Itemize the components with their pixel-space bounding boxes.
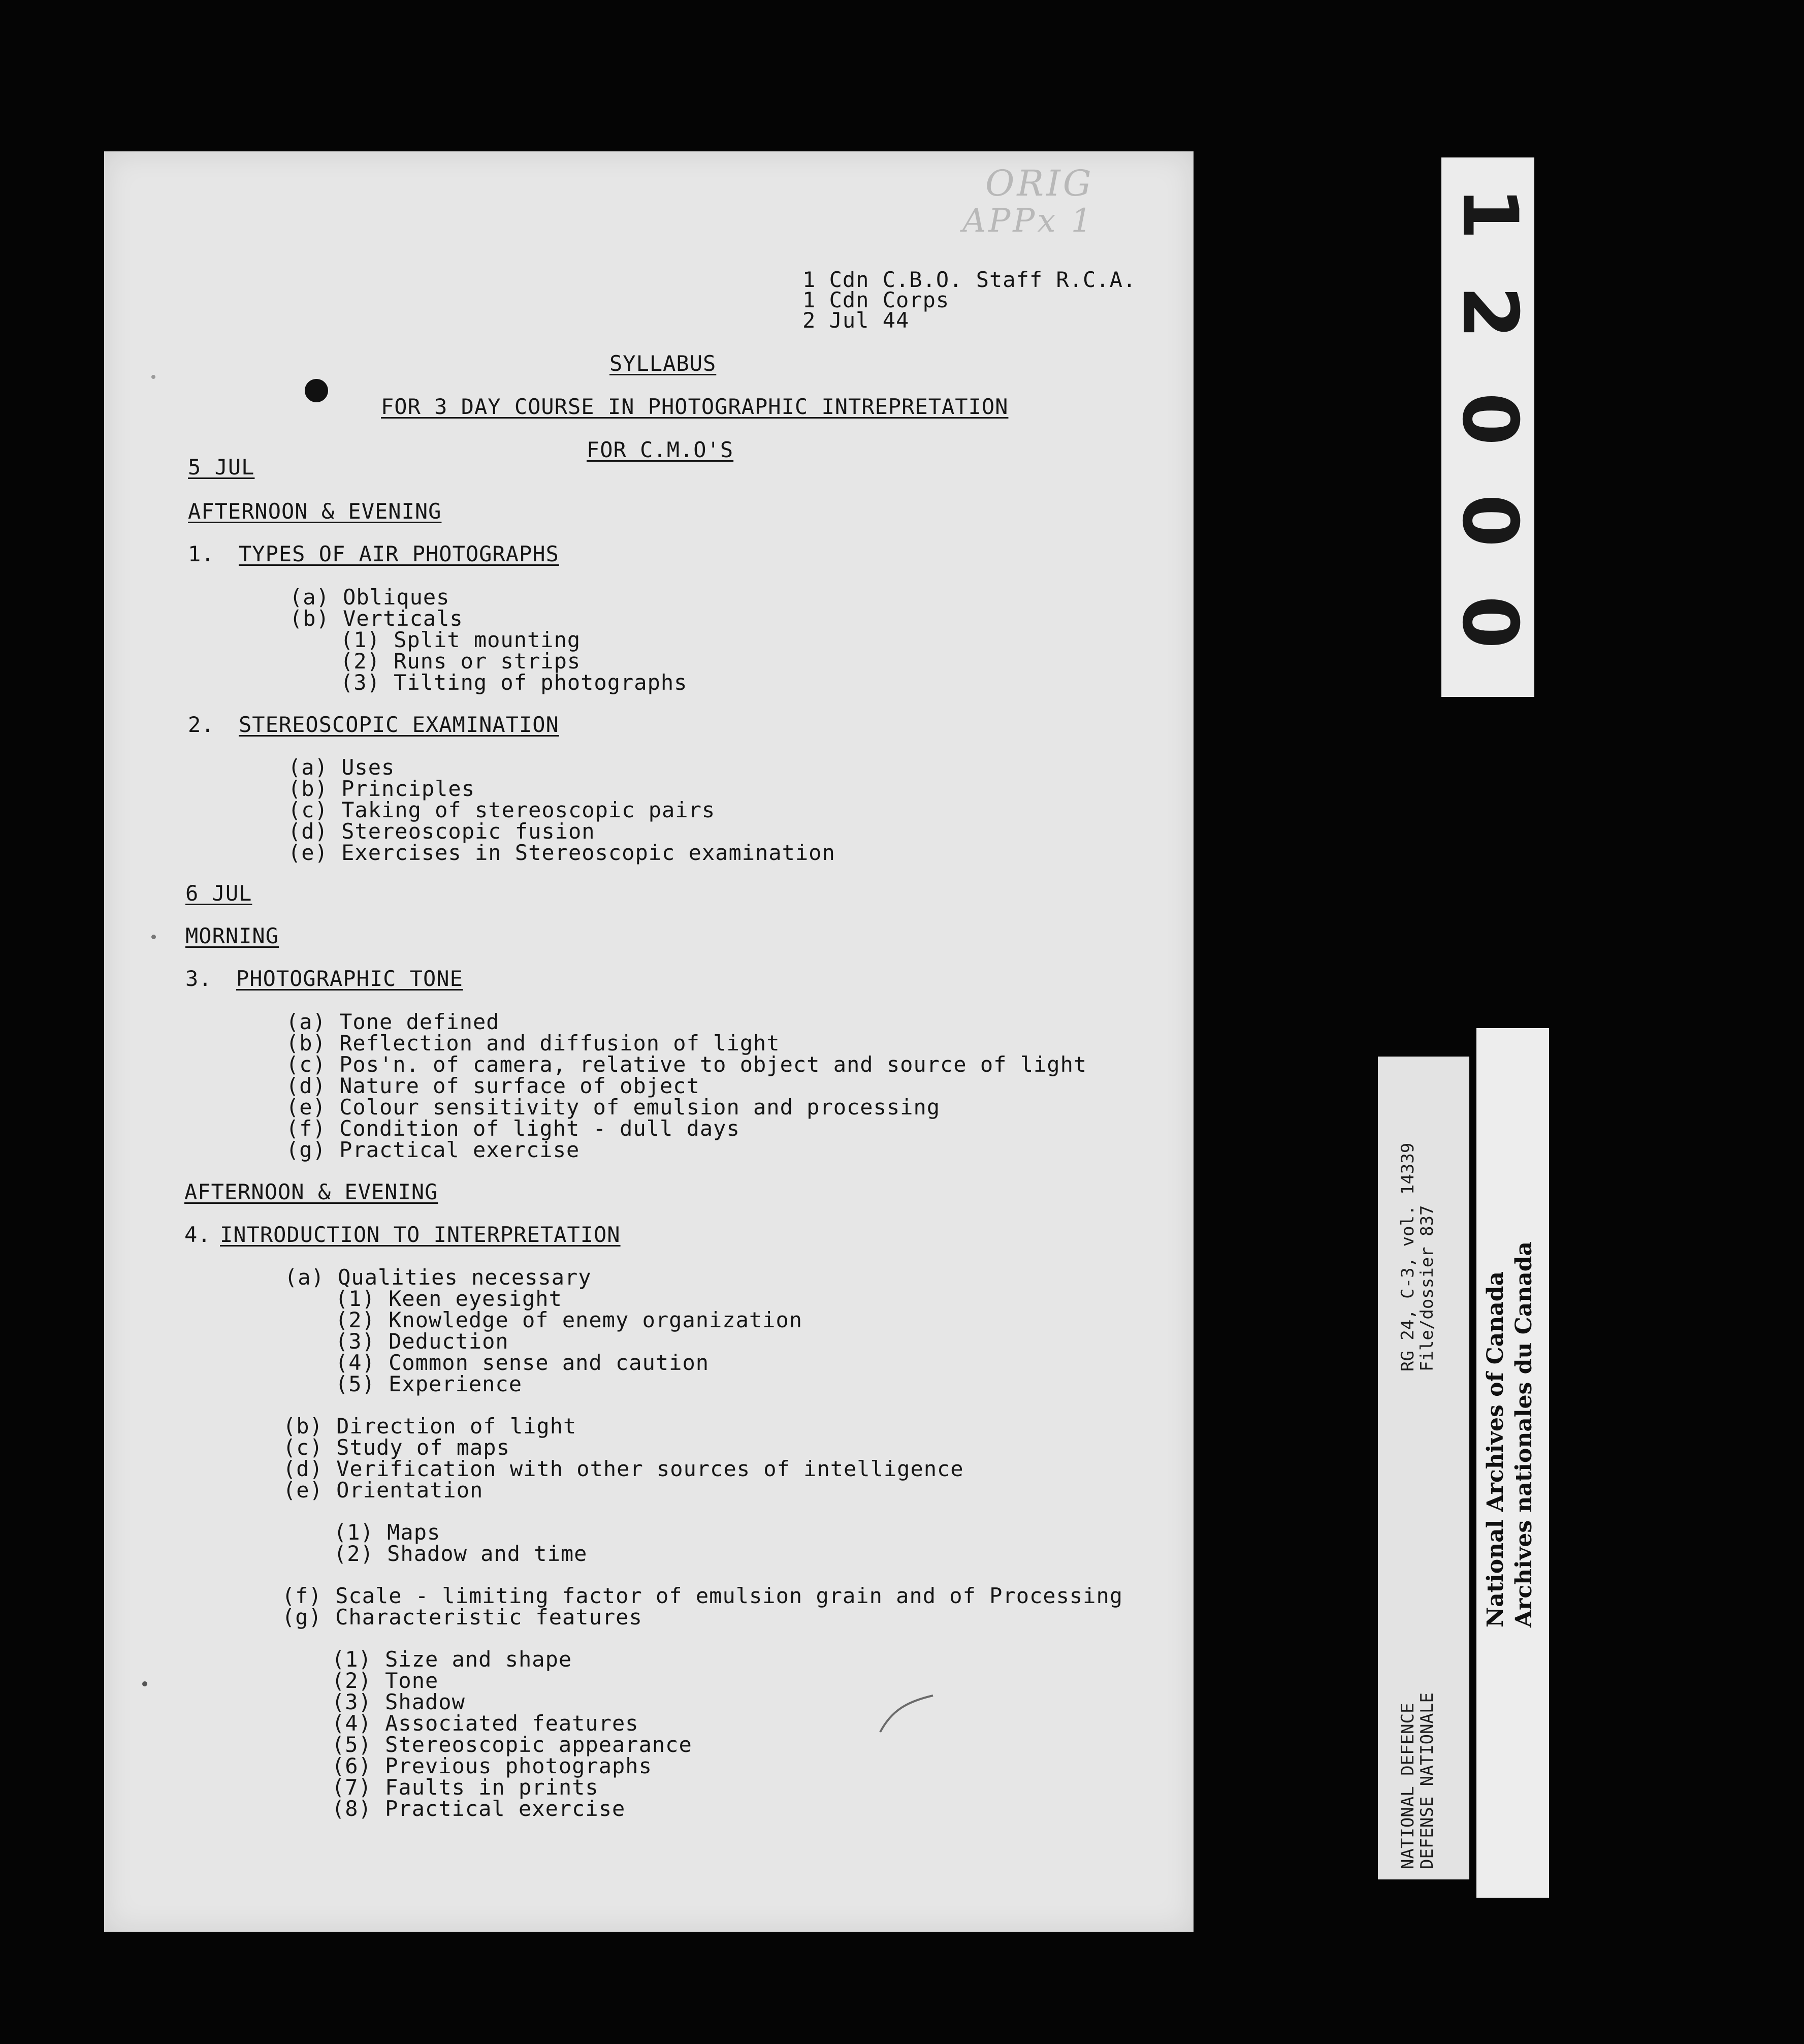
- syllabus-item: (d) Verification with other sources of intelligence: [283, 1456, 964, 1481]
- syllabus-subitem: (7) Faults in prints: [332, 1775, 599, 1800]
- syllabus-item: (a) Qualities necessary: [284, 1265, 592, 1290]
- syllabus-subitem: (3) Deduction: [335, 1329, 509, 1354]
- stamp-digit: 1: [1445, 186, 1534, 240]
- syllabus-subitem: (3) Shadow: [332, 1689, 465, 1714]
- syllabus-item: (a) Obliques: [289, 585, 450, 610]
- topic-number: 4.: [184, 1222, 211, 1247]
- syllabus-subitem: (1) Size and shape: [332, 1647, 572, 1672]
- topic-heading: PHOTOGRAPHIC TONE: [236, 966, 463, 991]
- day-date-5-jul: 5 JUL: [188, 455, 255, 480]
- document-audience: FOR C.M.O'S: [587, 437, 734, 462]
- archive-reference-label: [1378, 1057, 1469, 1879]
- topic-heading: STEREOSCOPIC EXAMINATION: [239, 712, 559, 737]
- topic-heading: INTRODUCTION TO INTERPRETATION: [220, 1222, 621, 1247]
- syllabus-item: (c) Study of maps: [283, 1435, 510, 1460]
- topic-heading: TYPES OF AIR PHOTOGRAPHS: [239, 541, 559, 566]
- syllabus-subitem: (3) Tilting of photographs: [340, 670, 688, 695]
- syllabus-subitem: (2) Tone: [332, 1668, 439, 1693]
- syllabus-item: (b) Direction of light: [283, 1414, 577, 1439]
- document-title: SYLLABUS: [609, 351, 717, 376]
- syllabus-subitem: (4) Common sense and caution: [335, 1350, 710, 1375]
- stamp-digit: 0: [1445, 595, 1534, 649]
- syllabus-item: (f) Scale - limiting factor of emulsion grain and of Processing: [282, 1583, 1123, 1608]
- archives-name-fr: Archives nationales du Canada: [1511, 1241, 1537, 1627]
- archive-ref-volume: RG 24, C-3, vol. 14339: [1398, 1142, 1418, 1371]
- syllabus-item: (d) Nature of surface of object: [286, 1073, 700, 1098]
- syllabus-subitem: (2) Knowledge of enemy organization: [335, 1307, 803, 1332]
- archive-institution-label: [1476, 1028, 1549, 1898]
- syllabus-subitem: (6) Previous photographs: [332, 1753, 652, 1778]
- punch-hole: [305, 379, 328, 402]
- syllabus-item: (d) Stereoscopic fusion: [288, 819, 595, 844]
- stamp-digit: 2: [1445, 285, 1534, 339]
- syllabus-subitem: (1) Maps: [334, 1520, 441, 1545]
- syllabus-item: (c) Pos'n. of camera, relative to object and source of light: [286, 1052, 1087, 1077]
- stamp-digit: 0: [1445, 494, 1534, 548]
- stamped-number-tape: [1441, 157, 1534, 697]
- margin-dot: [151, 375, 155, 379]
- document-page: [104, 151, 1194, 1932]
- topic-number: 1.: [188, 541, 215, 566]
- department-en: NATIONAL DEFENCE: [1398, 1703, 1418, 1869]
- header-date: 2 Jul 44: [802, 308, 910, 333]
- syllabus-item: (b) Reflection and diffusion of light: [286, 1031, 780, 1056]
- department-fr: DEFENSE NATIONALE: [1417, 1692, 1437, 1869]
- archives-name-en: National Archives of Canada: [1483, 1271, 1508, 1627]
- syllabus-item: (a) Tone defined: [286, 1009, 500, 1034]
- syllabus-subitem: (5) Stereoscopic appearance: [332, 1732, 692, 1757]
- syllabus-item: (b) Verticals: [289, 606, 463, 631]
- syllabus-item: (g) Practical exercise: [286, 1137, 580, 1162]
- syllabus-item: (f) Condition of light - dull days: [286, 1116, 740, 1141]
- syllabus-item: (g) Characteristic features: [282, 1605, 642, 1630]
- syllabus-subitem: (4) Associated features: [332, 1711, 639, 1736]
- document-subtitle: FOR 3 DAY COURSE IN PHOTOGRAPHIC INTREPRETATION: [381, 394, 1009, 419]
- syllabus-item: (e) Colour sensitivity of emulsion and processing: [286, 1095, 941, 1120]
- syllabus-subitem: (5) Experience: [335, 1371, 523, 1396]
- margin-dot: [142, 1681, 147, 1686]
- stamp-digit: 0: [1445, 392, 1534, 446]
- margin-dot: [151, 935, 156, 939]
- topic-number: 3.: [185, 966, 212, 991]
- syllabus-subitem: (8) Practical exercise: [332, 1796, 626, 1821]
- handwritten-annotation-orig: ORIG: [985, 163, 1094, 204]
- pencil-mark: [876, 1690, 937, 1736]
- session-heading: AFTERNOON & EVENING: [188, 499, 442, 524]
- session-heading: AFTERNOON & EVENING: [184, 1179, 438, 1204]
- syllabus-subitem: (2) Shadow and time: [334, 1541, 588, 1566]
- syllabus-item: (e) Orientation: [283, 1478, 484, 1503]
- syllabus-item: (e) Exercises in Stereoscopic examination: [288, 840, 835, 865]
- syllabus-subitem: (1) Keen eyesight: [335, 1286, 562, 1311]
- handwritten-annotation-appx: APPx 1: [962, 202, 1094, 240]
- header-unit: 1 Cdn C.B.O. Staff R.C.A.: [802, 267, 1137, 292]
- topic-number: 2.: [188, 712, 215, 737]
- archive-ref-file: File/dossier 837: [1417, 1205, 1437, 1371]
- syllabus-subitem: (1) Split mounting: [340, 627, 581, 652]
- syllabus-subitem: (2) Runs or strips: [340, 649, 581, 674]
- syllabus-item: (b) Principles: [288, 776, 475, 801]
- session-heading: MORNING: [185, 923, 279, 948]
- syllabus-item: (a) Uses: [288, 755, 395, 780]
- day-date-6-jul: 6 JUL: [185, 881, 252, 906]
- syllabus-item: (c) Taking of stereoscopic pairs: [288, 797, 716, 822]
- header-corps: 1 Cdn Corps: [802, 288, 950, 312]
